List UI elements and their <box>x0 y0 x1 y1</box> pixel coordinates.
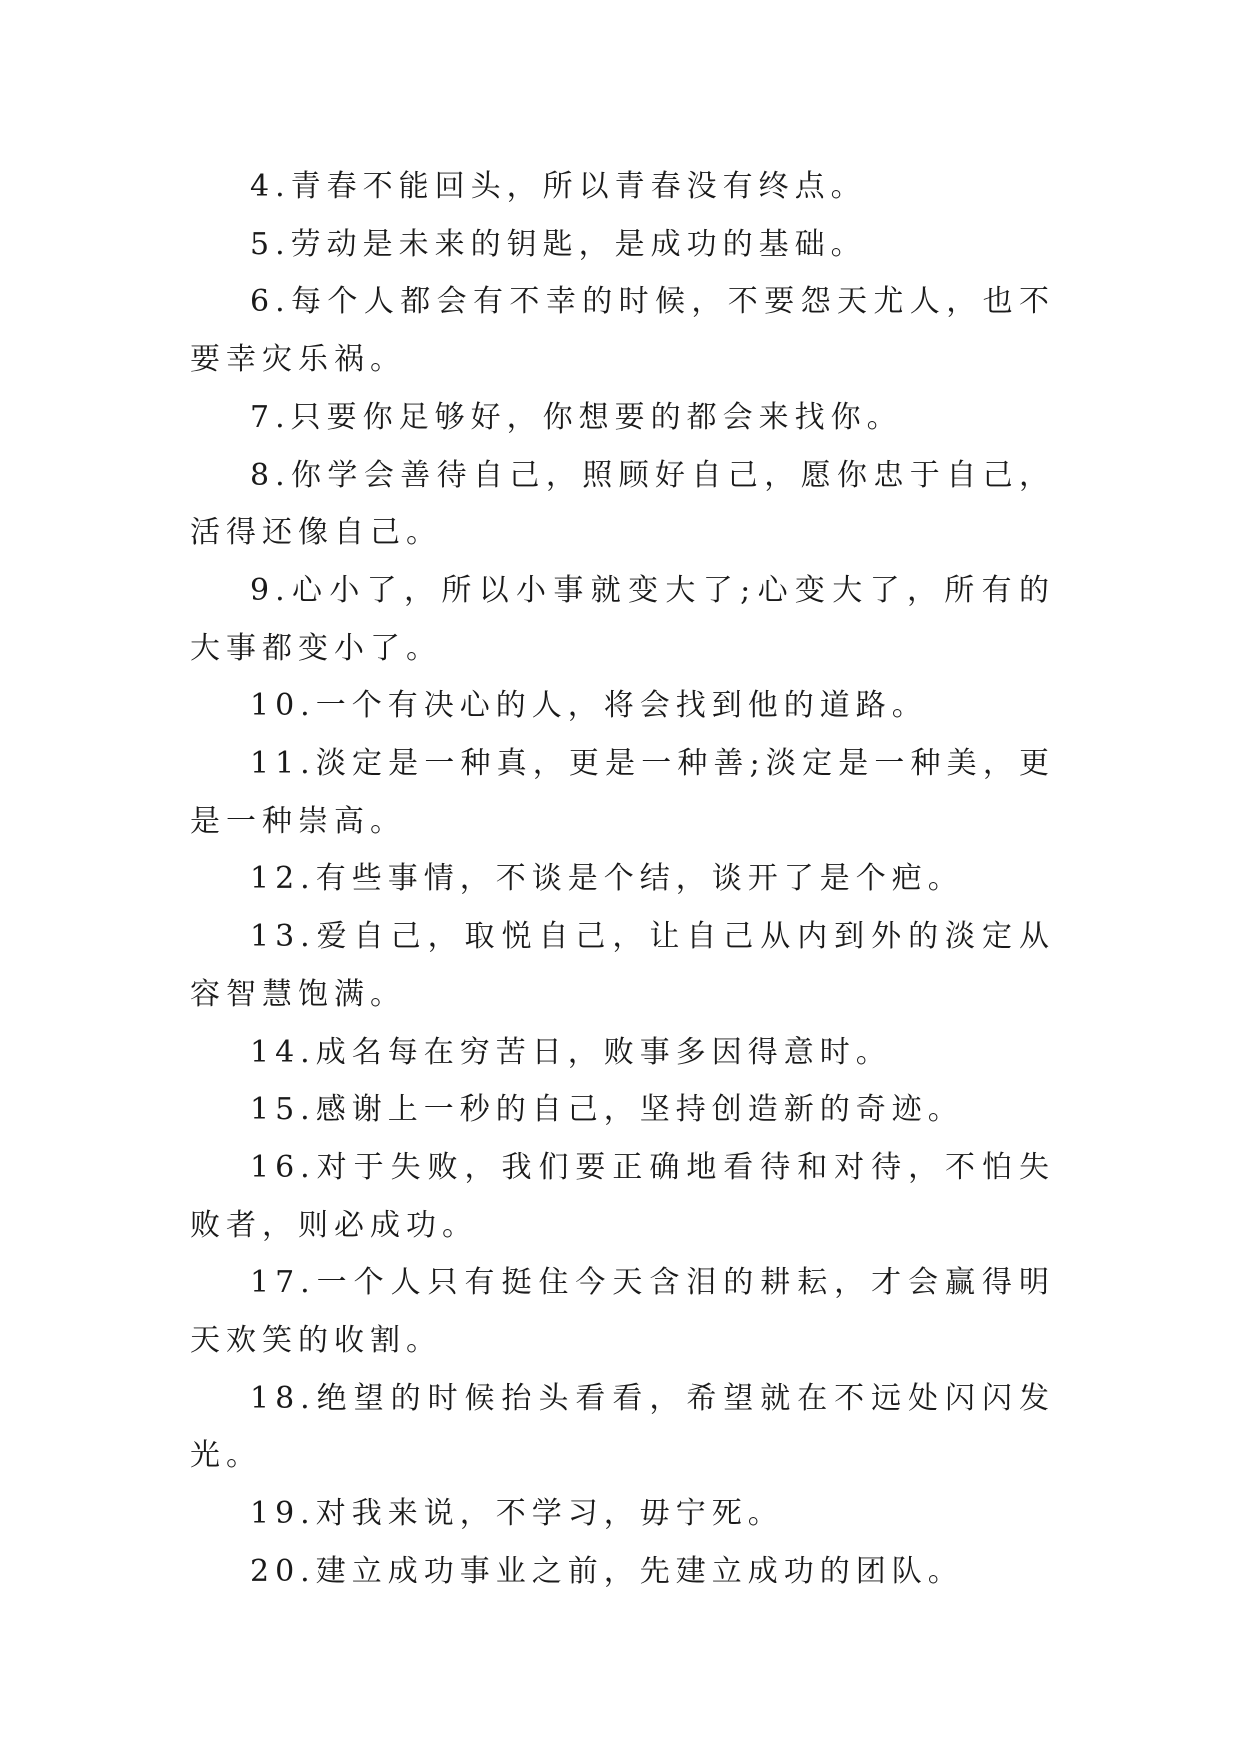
quote-item-12: 12.有些事情，不谈是个结，谈开了是个疤。 <box>250 861 964 897</box>
quote-item-11: 11.淡定是一种真，更是一种善;淡定是一种美，更是一种崇高。 <box>190 746 1055 839</box>
quote-item-7: 7.只要你足够好，你想要的都会来找你。 <box>250 399 903 435</box>
quote-item-16: 16.对于失败，我们要正确地看待和对待，不怕失败者，则必成功。 <box>190 1149 1055 1243</box>
quote-item-5: 5.劳动是未来的钥匙，是成功的基础。 <box>250 226 867 262</box>
quote-item-6: 6.每个人都会有不幸的时候，不要怨天尤人，也不要幸灾乐祸。 <box>190 284 1055 378</box>
quote-item-15: 15.感谢上一秒的自己，坚持创造新的奇迹。 <box>250 1092 964 1128</box>
quote-item-18: 18.绝望的时候抬头看看，希望就在不远处闪闪发光。 <box>190 1380 1055 1474</box>
quote-item-8: 8.你学会善待自己，照顾好自己，愿你忠于自己，活得还像自己。 <box>190 457 1055 551</box>
quote-item-13: 13.爱自己，取悦自己，让自己从内到外的淡定从容智慧饱满。 <box>190 919 1055 1012</box>
quote-item-20: 20.建立成功事业之前，先建立成功的团队。 <box>250 1553 964 1589</box>
quote-item-4: 4.青春不能回头，所以青春没有终点。 <box>250 169 867 204</box>
quote-item-19: 19.对我来说，不学习，毋宁死。 <box>250 1496 784 1532</box>
quote-item-17: 17.一个人只有挺住今天含泪的耕耘，才会赢得明天欢笑的收割。 <box>190 1265 1055 1359</box>
document-body <box>190 158 1055 1601</box>
quote-item-9: 9.心小了，所以小事就变大了;心变大了，所有的大事都变小了。 <box>190 572 1055 666</box>
quote-item-14: 14.成名每在穷苦日，败事多因得意时。 <box>250 1034 892 1070</box>
quote-item-10: 10.一个有决心的人，将会找到他的道路。 <box>250 688 928 724</box>
